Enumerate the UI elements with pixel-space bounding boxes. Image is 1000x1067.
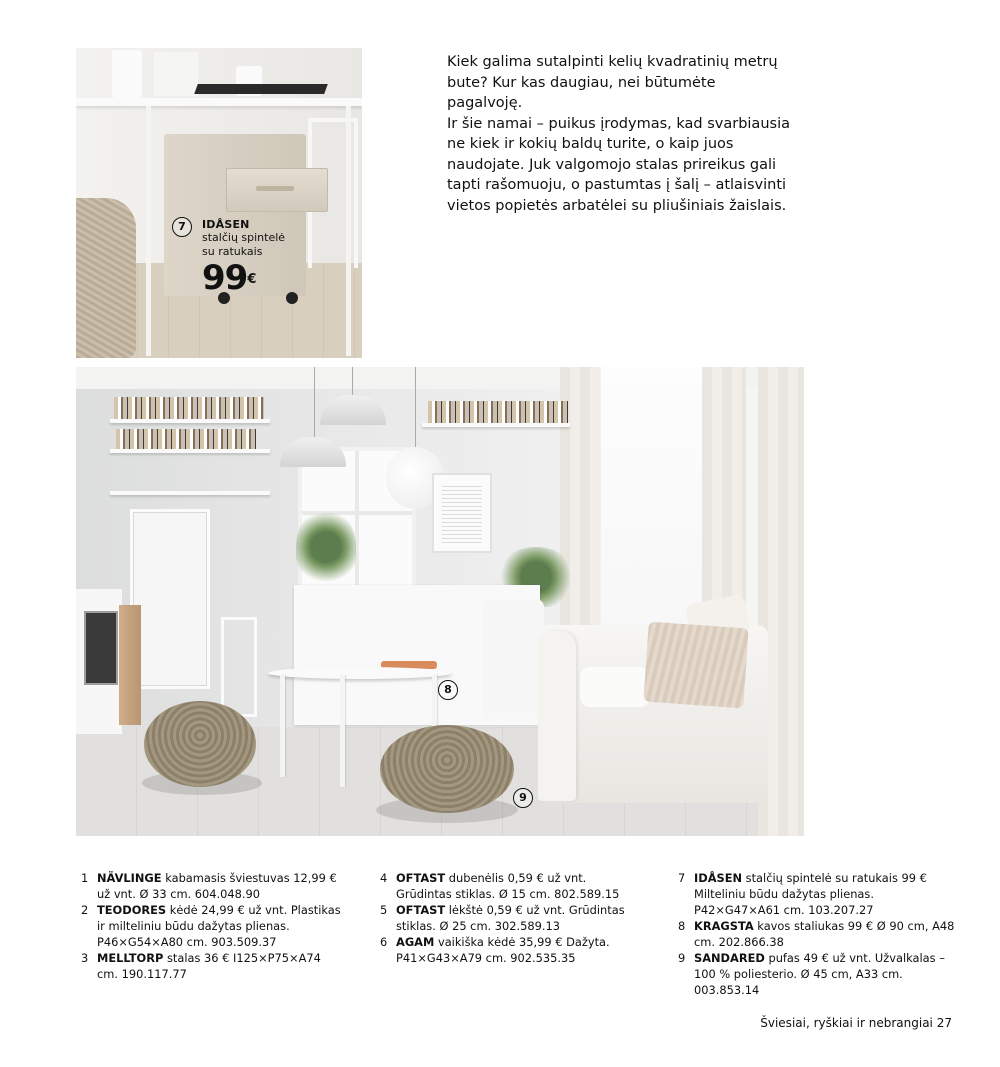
photo-drawer-unit [76,48,362,358]
product-item [81,902,341,950]
product-desc: pufas 49 € už vnt. Užvalkalas – 100 % poliesterio. Ø 45 cm, A33 cm. 003.853.14 [694,951,945,997]
product-desc: stalčių spintelė su ratukais 99 € Milteliniu būdu dažytas plienas. P42×G47×A61 cm. 103.207.27 [694,871,927,917]
intro-line: Kiek galima sutalpinti kelių kvadratinių metrų [447,54,778,70]
product-number: 3 [81,951,89,965]
product-number: 8 [678,919,686,933]
photo-oven [84,611,118,685]
product-item [678,870,960,918]
intro-paragraph [447,52,792,216]
photo-books [114,397,264,419]
page-number: 27 [936,1016,952,1030]
page-footer [700,1016,952,1030]
product-number: 7 [678,871,686,885]
product-desc: kavos staliukas 99 € Ø 90 cm, A48 cm. 202.866.38 [694,919,955,949]
photo-lamp-cord [415,367,416,447]
callout-number-9: 9 [513,788,533,808]
photo-shelf [110,449,270,453]
photo-white-chair [482,599,544,719]
product-name: IDÅSEN [694,871,743,885]
callout-number-8: 8 [438,680,458,700]
product-desc: kabamasis šviestuvas 12,99 € už vnt. Ø 33 cm. 604.048.90 [97,871,337,901]
product-list-column-3 [678,870,960,998]
photo-table-leg [280,675,285,777]
photo-shelf [110,491,270,495]
photo-pouf [144,701,256,787]
photo-glass-cabinet [130,509,210,689]
photo-lamp-cord [314,367,315,439]
product-name: MELLTORP [97,951,164,965]
product-number: 6 [380,935,388,949]
photo-desk-leg [146,106,151,356]
callout-number-7: 7 [172,217,192,237]
photo-books [428,401,568,423]
photo-vase [112,50,142,98]
photo-shelf [110,419,270,423]
price-tag [202,218,322,298]
price-tag-desc-line2: su ratukais [202,245,263,258]
product-item [678,950,960,998]
photo-sofa-arm [538,631,576,801]
price-tag-amount: 99 [202,258,248,298]
product-number: 9 [678,951,686,965]
product-item [81,950,341,982]
photo-coffee-table [268,667,452,679]
photo-drawer-handle [256,186,294,191]
price-tag-product-name: IDÅSEN [202,218,250,231]
product-name: NÄVLINGE [97,871,162,885]
product-desc: kėdė 24,99 € už vnt. Plastikas ir milteliniu būdu dažytas plienas. P46×G54×A80 cm. 903.509.37 [97,903,341,949]
photo-wall-art [432,473,492,553]
product-desc: lėkštė 0,59 € už vnt. Grūdintas stiklas. Ø 25 cm. 302.589.13 [396,903,625,933]
photo-table-leg [340,675,345,787]
product-item [380,870,640,902]
product-list-column-1 [81,870,341,982]
photo-cushion [580,667,650,707]
product-item [81,870,341,902]
product-name: AGAM [396,935,435,949]
product-list-column-2 [380,870,640,966]
price-tag-desc-line1: stalčių spintelė [202,231,286,244]
product-name: TEODORES [97,903,167,917]
product-desc: dubenėlis 0,59 € už vnt. Grūdintas stiklas. Ø 15 cm. 802.589.15 [396,871,620,901]
price-tag-currency: € [247,272,256,287]
intro-line: bute? Kur kas daugiau, nei būtumėte pagalvoję. [447,74,716,111]
product-item [380,934,640,966]
photo-lamp-cord [352,367,353,397]
photo-plant [296,507,356,587]
product-desc: vaikiška kėdė 35,99 € Dažyta. P41×G43×A79 cm. 902.535.35 [396,935,610,965]
intro-line: naudojate. Juk valgomojo stalas prireikus gali [447,156,777,173]
photo-knit-throw [76,198,136,358]
intro-line: Ir šie namai – puikus įrodymas, kad svarbiausia [447,115,790,132]
intro-line: tapti rašomuoju, o pastumtas į šalį – atlaisvinti [447,177,787,193]
photo-shelf [422,423,570,427]
product-name: OFTAST [396,903,446,917]
product-item [678,918,960,950]
product-number: 1 [81,871,89,885]
product-number: 4 [380,871,388,885]
photo-stool [119,605,141,725]
product-number: 2 [81,903,89,917]
photo-living-room [76,367,804,836]
price-tag-price [202,258,322,298]
section-title: Šviesiai, ryškiai ir nebrangiai [760,1016,933,1030]
intro-line: vietos popietės arbatėlei su pliušiniais žaislais. [447,197,787,214]
photo-laptop [194,84,328,94]
photo-blanket [643,622,748,709]
product-number: 5 [380,903,388,917]
photo-pouf [380,725,514,813]
photo-box [154,52,198,96]
intro-line: ne kiek ir kokių baldų turite, o kaip juos [447,136,734,152]
product-desc: stalas 36 € I125×P75×A74 cm. 190.117.77 [97,951,321,981]
photo-books [116,429,256,449]
product-name: OFTAST [396,871,446,885]
product-item [380,902,640,934]
photo-kids-chair [221,617,257,717]
photo-desk-top [76,98,362,106]
product-name: KRAGSTA [694,919,754,933]
product-name: SANDARED [694,951,765,965]
photo-curtain [702,367,746,607]
photo-wall-art-print [442,483,482,543]
